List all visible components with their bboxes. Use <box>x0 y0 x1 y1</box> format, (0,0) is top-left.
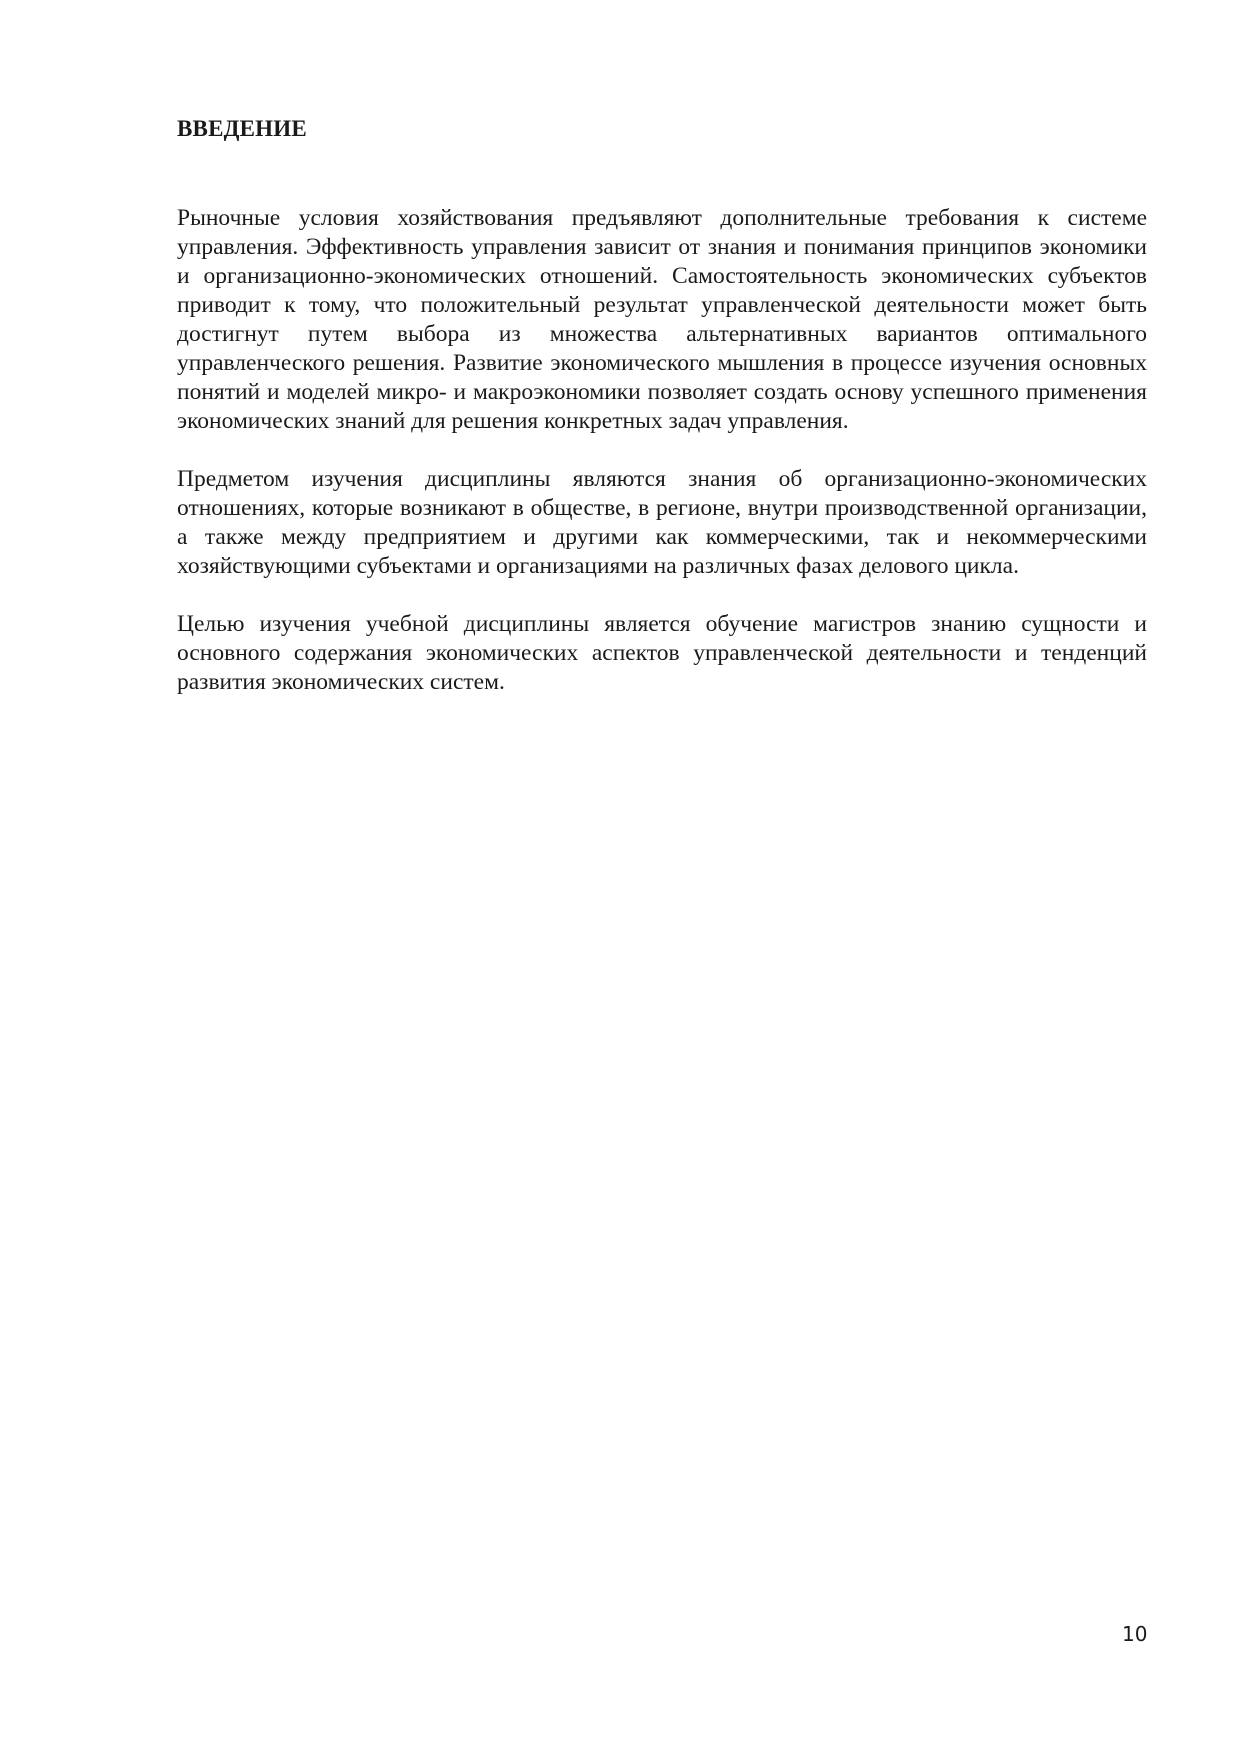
paragraph-intro: Рыночные условия хозяйствования предъявляют дополнительные требования к системе управления. Эффективность управления зависит от знания и понимания принципов экономики и организационно-экономических отношений. Самостоятельность экономических субъектов приводит к тому, что положительный результат управленческой деятельности может быть достигнут путем выбора из множества альтернативных вариантов оптимального управленческого решения. Развитие экономического мышления в процессе изучения основных понятий и моделей микро- и макроэкономики позволяет создать основу успешного применения экономических знаний для решения конкретных задач управления. <box>177 205 1147 434</box>
paragraph-goal: Целью изучения учебной дисциплины является обучение магистров знанию сущности и основного содержания экономических аспектов управленческой деятельности и тенденций развития экономических систем. <box>177 611 1147 695</box>
section-heading: ВВЕДЕНИЕ <box>177 116 307 141</box>
paragraph-subject: Предметом изучения дисциплины являются знания об организационно-экономических отношениях, которые возникают в обществе, в регионе, внутри производственной организации, а также между предприятием и другими как коммерческими, так и некоммерческими хозяйствующими субъектами и организациями на различных фазах делового цикла. <box>177 466 1147 579</box>
page-content <box>177 114 1147 726</box>
page-number: 10 <box>1122 1622 1148 1646</box>
